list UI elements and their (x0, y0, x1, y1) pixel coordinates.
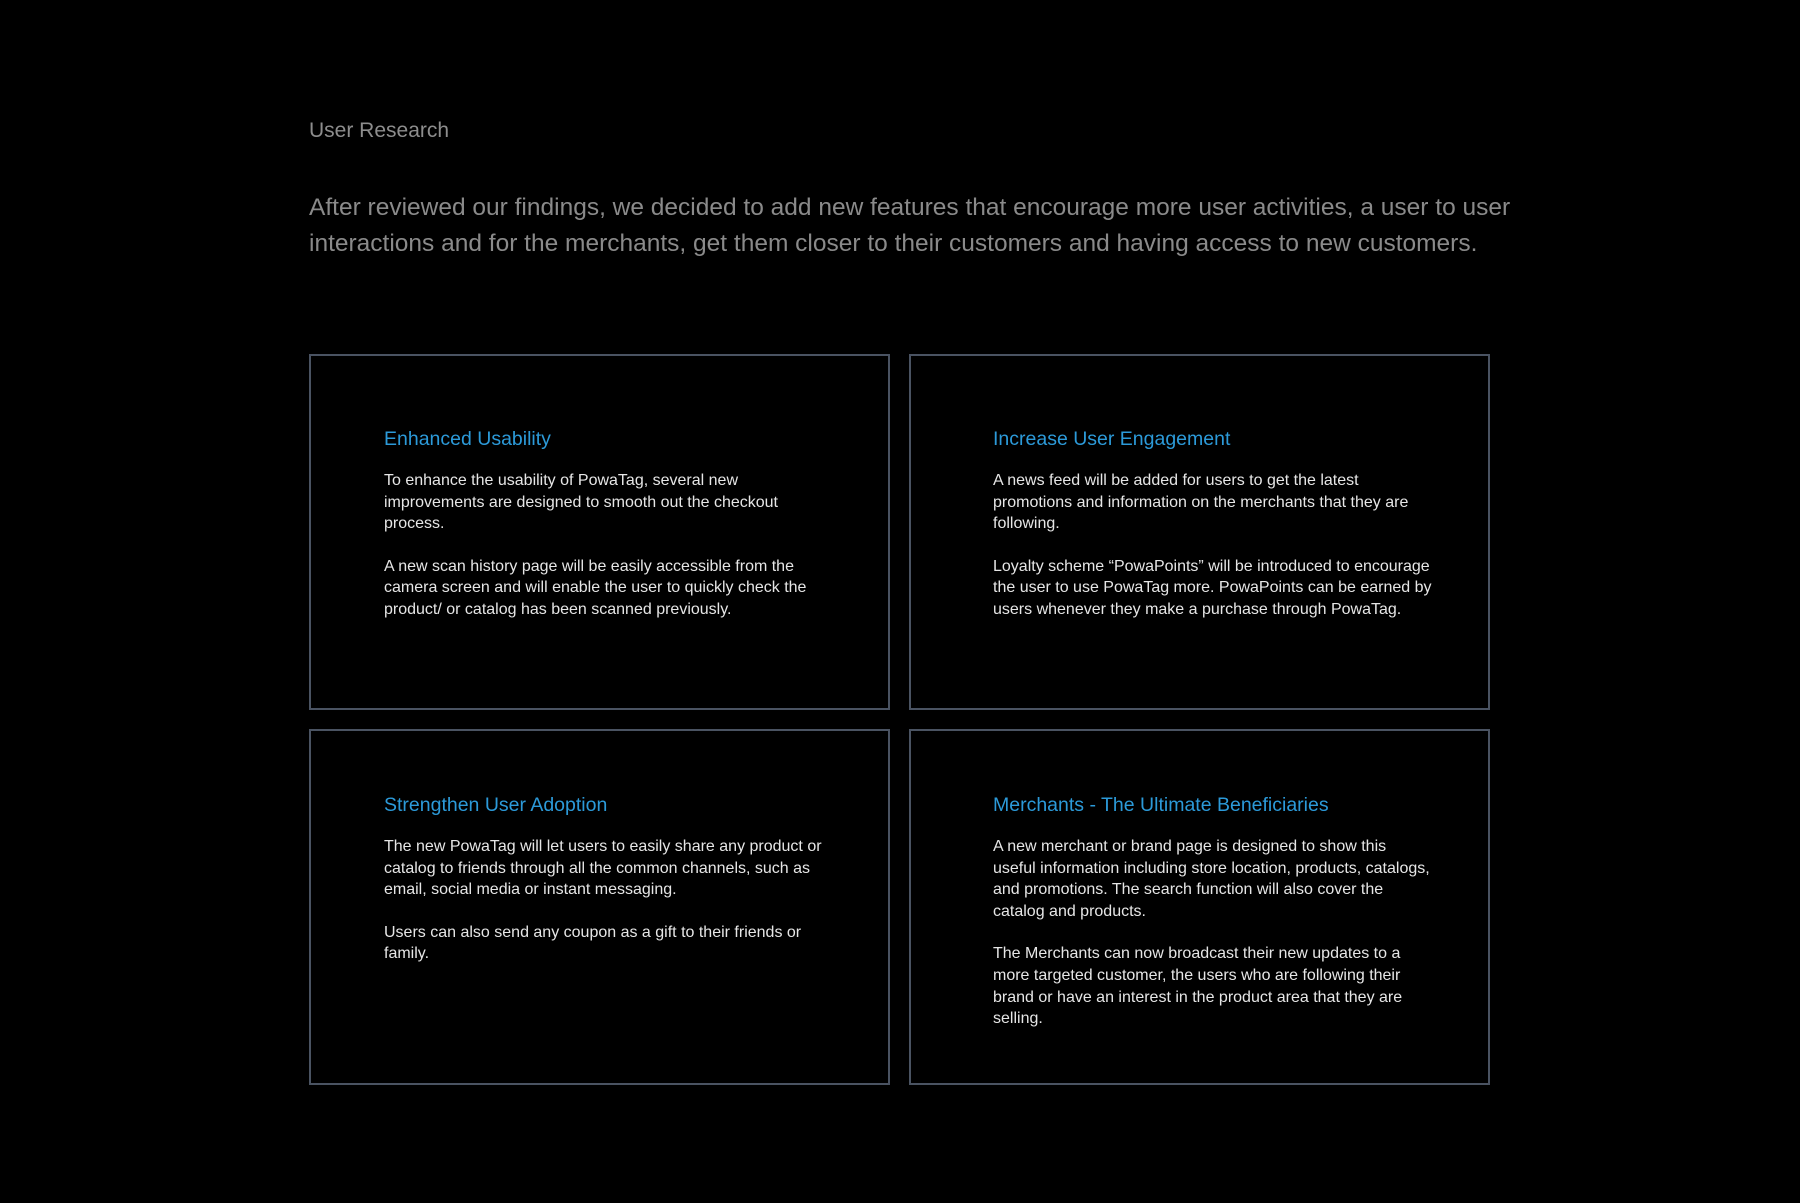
card-enhanced-usability (309, 354, 890, 710)
card-strengthen-user-adoption (309, 729, 890, 1085)
card-paragraph: The new PowaTag will let users to easily share any product or catalog to friends through all the common channels, such as email, social media or instant messaging. (384, 838, 822, 899)
intro-paragraph: After reviewed our findings, we decided to add new features that encourage more user activities, a user to user interactions and for the merchants, get them closer to their customers and having access to new customers. (309, 194, 1511, 257)
card-paragraph: The Merchants can now broadcast their new updates to a more targeted customer, the users who are following their brand or have an interest in the product area that they are selling. (993, 945, 1403, 1028)
card-increase-user-engagement (909, 354, 1490, 710)
card-title: Enhanced Usability (384, 428, 551, 450)
card-paragraph: Loyalty scheme “PowaPoints” will be introduced to encourage the user to use PowaTag more. PowaPoints can be earned by users whenever they make a purchase through PowaTag. (993, 557, 1432, 618)
card-paragraph: Users can also send any coupon as a gift to their friends or family. (384, 923, 802, 963)
card-paragraph: A new scan history page will be easily accessible from the camera screen and will enable the user to quickly check the product/ or catalog has been scanned previously. (384, 557, 807, 618)
card-title: Increase User Engagement (993, 428, 1231, 450)
card-paragraph: To enhance the usability of PowaTag, several new improvements are designed to smooth out the checkout process. (384, 472, 778, 533)
card-title: Strengthen User Adoption (384, 794, 608, 816)
card-merchants-beneficiaries (909, 729, 1490, 1085)
section-label: User Research (309, 119, 450, 142)
card-title: Merchants - The Ultimate Beneficiaries (993, 794, 1329, 816)
card-paragraph: A new merchant or brand page is designed to show this useful information including store location, products, catalogs, and promotions. The search function will also cover the catalog and products. (993, 838, 1430, 920)
card-paragraph: A news feed will be added for users to get the latest promotions and information on the merchants that they are following. (993, 472, 1409, 533)
